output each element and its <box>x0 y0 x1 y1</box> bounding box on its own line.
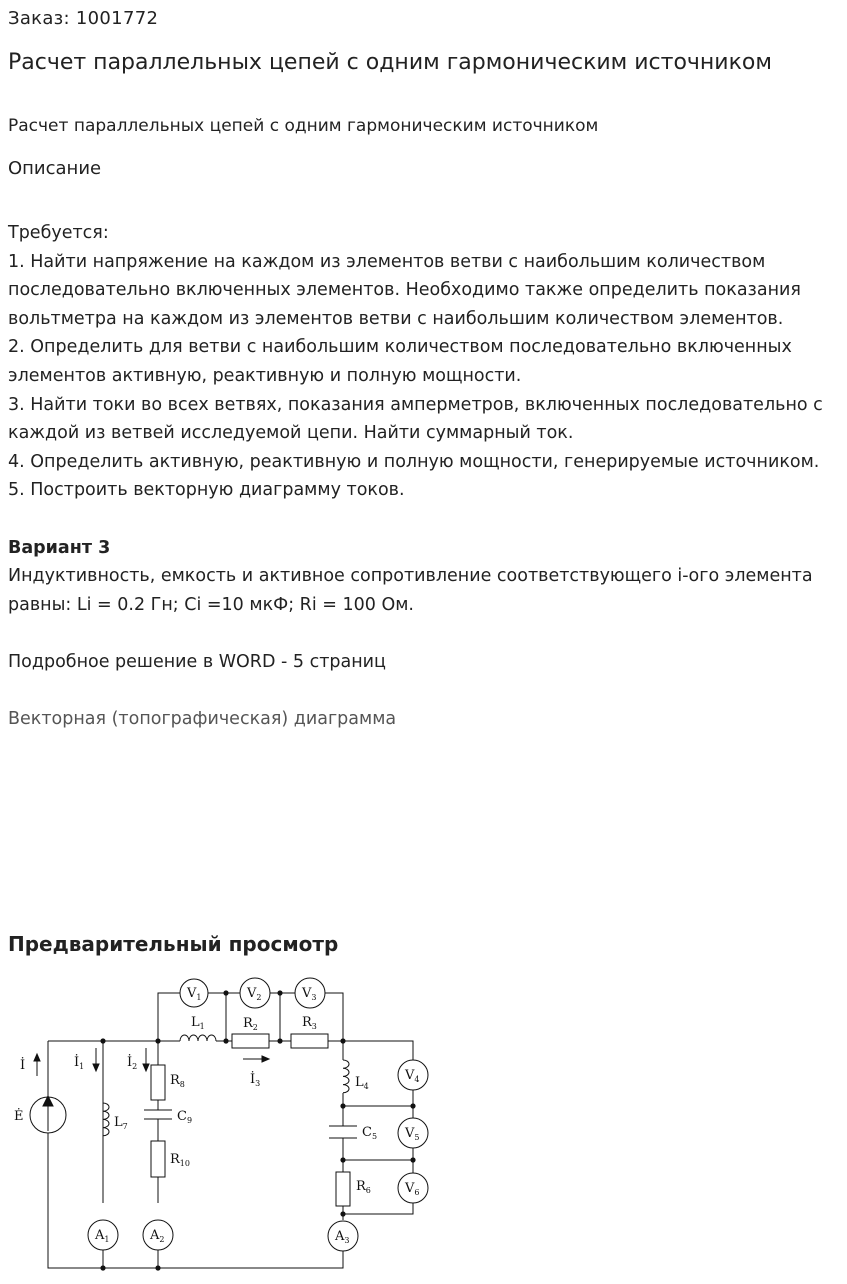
label-l7: $L_7$ <box>114 1115 128 1131</box>
description-body <box>8 219 843 734</box>
ammeter-a3-label: $A_3$ <box>335 1229 350 1245</box>
page-subtitle: Расчет параллельных цепей с одним гармоническим источником <box>8 116 599 136</box>
voltmeter-v5-label: $V_5$ <box>405 1126 420 1142</box>
label-r8: $R_8$ <box>170 1073 185 1089</box>
preview-heading: Предварительный просмотр <box>8 932 339 956</box>
label-r10: $R_{10}$ <box>170 1152 190 1168</box>
requirement-item-5: 5. Построить векторную диаграмму токов. <box>8 480 405 501</box>
label-l1: $L_1$ <box>191 1015 205 1031</box>
label-r3: $R_3$ <box>302 1015 317 1031</box>
label-source-e: Ė <box>14 1109 24 1124</box>
label-l4: $L_4$ <box>355 1075 369 1091</box>
label-current-2: $İ_2$ <box>127 1055 138 1071</box>
voltmeter-v4-label: $V_4$ <box>405 1068 420 1084</box>
circuit-diagram <box>0 968 440 1278</box>
vector-diagram-link[interactable]: Векторная (топографическая) диаграмма <box>8 709 397 730</box>
ammeter-a2-label: $A_2$ <box>150 1228 165 1244</box>
voltmeter-v2-label: $V_2$ <box>247 986 262 1002</box>
label-r6: $R_6$ <box>356 1179 371 1195</box>
requirements-heading: Требуется: <box>8 223 109 243</box>
solution-note: Подробное решение в WORD - 5 страниц <box>8 651 386 672</box>
order-number: Заказ: 1001772 <box>8 8 159 29</box>
label-c5: $C_5$ <box>362 1125 378 1141</box>
page-title: Расчет параллельных цепей с одним гармоническим источником <box>8 50 772 75</box>
description-heading: Описание <box>8 158 102 179</box>
label-current-3: $İ_3$ <box>250 1072 261 1088</box>
voltmeter-v1-label: $V_1$ <box>187 986 202 1002</box>
requirement-item-3: 3. Найти токи во всех ветвях, показания амперметров, включенных последовательно с каждой из ветвей исследуемой цепи. Найти суммарный ток. <box>8 394 823 444</box>
voltmeter-v3-label: $V_3$ <box>302 986 317 1002</box>
voltmeter-v6-label: $V_6$ <box>405 1181 420 1197</box>
requirement-item-1: 1. Найти напряжение на каждом из элементов ветви с наибольшим количеством последовательно включенных элементов. Необходимо также определить показания вольтметра на каждом из элементов ветви с наибольшим количеством элементов. <box>8 251 801 329</box>
variant-text: Индуктивность, емкость и активное сопротивление соответствующего i-ого элемента равны: Li = 0.2 Гн; Ci =10 мкФ; Ri = 100 Ом. <box>8 566 813 615</box>
label-current-1: $İ_1$ <box>74 1055 85 1071</box>
label-r2: $R_2$ <box>243 1016 258 1032</box>
ammeter-a1-label: $A_1$ <box>95 1228 110 1244</box>
requirement-item-2: 2. Определить для ветви с наибольшим количеством последовательно включенных элементов активную, реактивную и полную мощности. <box>8 337 792 386</box>
label-c9: $C_9$ <box>177 1109 193 1125</box>
requirement-item-4: 4. Определить активную, реактивную и полную мощности, генерируемые источником. <box>8 451 820 472</box>
variant-heading: Вариант 3 <box>8 537 111 558</box>
label-current-total: İ <box>20 1058 26 1073</box>
